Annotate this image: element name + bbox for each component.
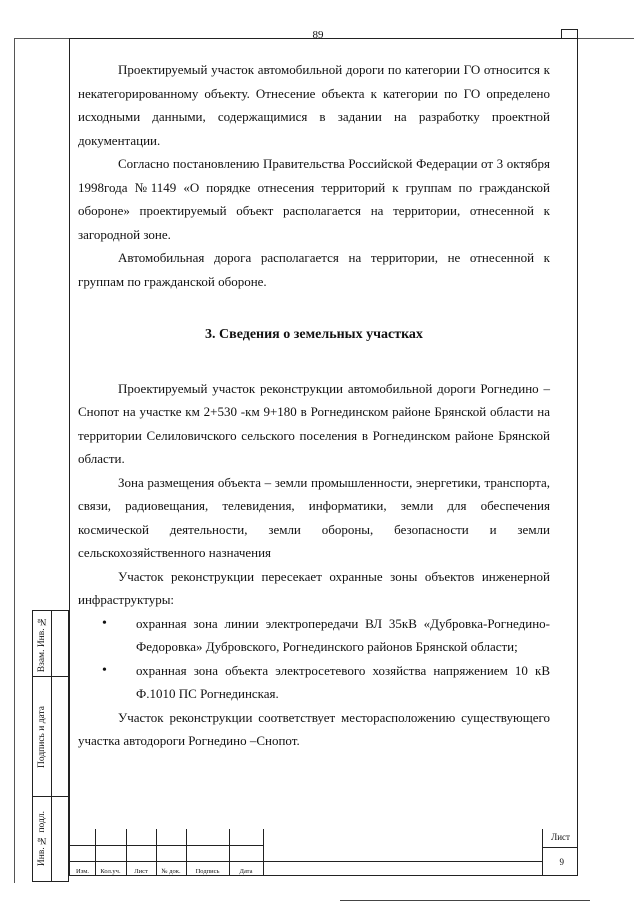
sidebar-label: Взам. Инв. № [37, 615, 47, 673]
sheet-label: Лист [551, 832, 570, 842]
section-heading: 3. Сведения о земельных участках [205, 327, 423, 342]
bottom-rule [340, 900, 590, 901]
paragraph: Проектируемый участок автомобильной дороги по категории ГО относится к некатегорированному объекту. Отнесение объекта к категории по ГО определено исходными данными, содержащимися в задании на разработку проектной документации. [78, 62, 550, 148]
list-item: • охранная зона объекта электросетевого хозяйства напряжением 10 кВ Ф.1010 ПС Рогнединская. [136, 659, 550, 706]
stamp-label: № док. [161, 868, 181, 875]
paragraph: Участок реконструкции соответствует месторасположению существующего участка автодороги Рогнедино –Снопот. [78, 709, 550, 748]
title-block [69, 829, 578, 876]
outer-left-line [14, 38, 15, 883]
paragraph: Согласно постановлению Правительства Российской Федерации от 3 октября 1998года №1149 «О порядке отнесения территорий к группам по гражданской обороне» проектируемый объект располагается на территории, отнесенной к загородной зоне. [78, 156, 550, 242]
sidebar-stamp [32, 610, 69, 882]
paragraph: Проектируемый участок реконструкции автомобильной дороги Рогнедино –Снопот на участке км 2+530 -км 9+180 в Рогнединском районе Брянской области на территории Селиловичского сельского поселения в Рогнединском районе Брянской области. [78, 380, 550, 466]
sidebar-label: Подпись и дата [37, 705, 47, 768]
page-number: 89 [312, 29, 324, 41]
stamp-label: Изм. [76, 868, 89, 875]
stamp-label: Дата [239, 868, 253, 875]
bullet-list [78, 612, 550, 706]
document-body [78, 58, 550, 753]
paragraph: Зона размещения объекта – земли промышленности, энергетики, транспорта, связи, радиовещания, телевидения, информатики, земли для обеспечения космической деятельности, земли обороны, безопасности и земли сельскохозяйственного назначения [78, 474, 550, 560]
paragraph: Участок реконструкции пересекает охранные зоны объектов инженерной инфраструктуры: [78, 568, 550, 607]
sheet-number: 9 [559, 857, 564, 867]
paragraph: Автомобильная дорога располагается на территории, не отнесенной к группам по гражданской обороне. [78, 250, 550, 289]
stamp-label: Лист [134, 868, 148, 875]
list-item: • охранная зона линии электропередачи ВЛ 35кВ «Дубровка-Рогнедино-Федоровка» Дубровского, Рогнединского районов Брянской области; [136, 612, 550, 659]
stamp-label: Кол.уч. [100, 868, 121, 875]
stamp-label: Подпись [195, 868, 220, 875]
sidebar-label: Инв. № подл. [37, 811, 47, 867]
